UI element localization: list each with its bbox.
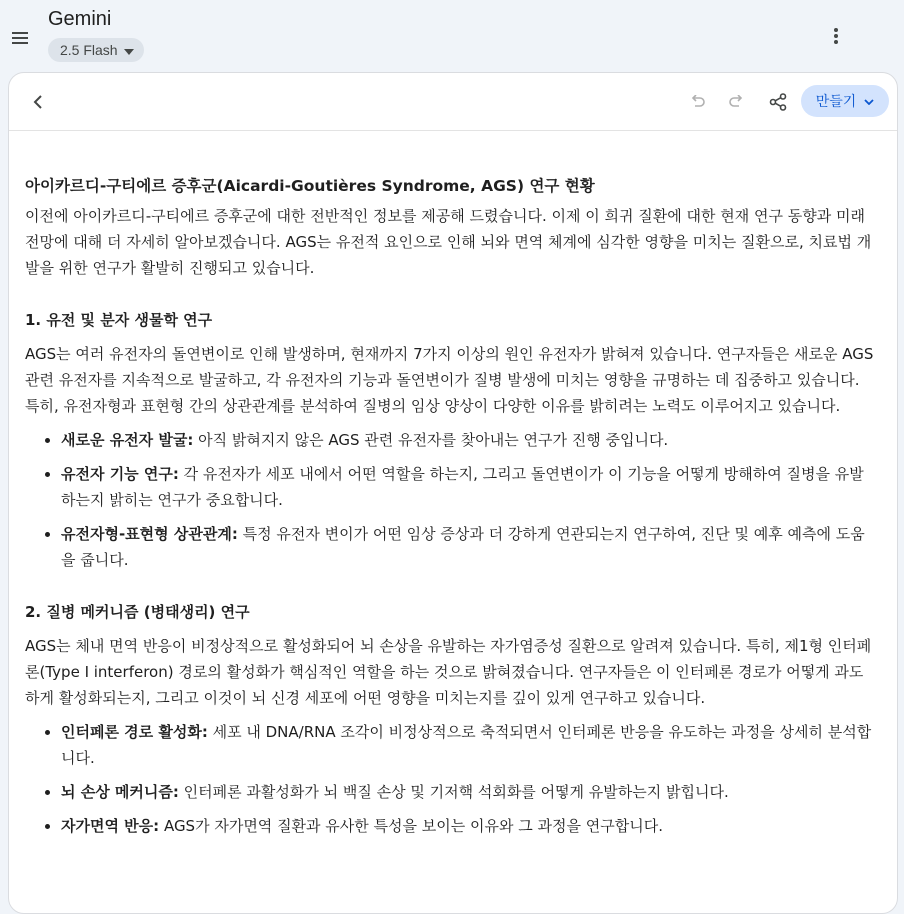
redo-icon[interactable] [723, 89, 749, 115]
bullet-text: 각 유전자가 세포 내에서 어떤 역할을 하는지, 그리고 돌연변이가 이 기능을 어떻게 방해하여 질병을 유발하는지 밝히는 연구가 중요합니다. [61, 465, 864, 509]
list-item [61, 779, 875, 805]
section-paragraph: AGS는 여러 유전자의 돌연변이로 인해 발생하며, 현재까지 7가지 이상의 원인 유전자가 밝혀져 있습니다. 연구자들은 새로운 AGS 관련 유전자를 지속적으로 발굴하고, 각 유전자의 기능과 돌연변이가 질병 발생에 미치는 영향을 규명하는 데 집중하고 있습니다. 특히, 유전자형과 표현형 간의 상관관계를 분석하여 질병의 임상 양상이 다양한 이유를 밝히려는 노력도 이루어지고 있습니다. [25, 345, 874, 415]
top-bar [0, 0, 904, 72]
menu-icon[interactable] [6, 24, 34, 52]
bullet-term: 뇌 손상 메커니즘: [61, 783, 179, 801]
create-button[interactable] [801, 85, 889, 117]
caret-down-icon [124, 42, 134, 58]
chevron-down-icon [864, 93, 874, 109]
section-paragraph: AGS는 체내 면역 반응이 비정상적으로 활성화되어 뇌 손상을 유발하는 자가염증성 질환으로 알려져 있습니다. 특히, 제1형 인터페론(Type I interferon) 경로의 활성화가 핵심적인 역할을 하는 것으로 밝혀졌습니다. 연구자들은 이 인터페론 경로가 어떻게 과도하게 활성화되는지, 그리고 이것이 뇌 신경 세포에 어떤 영향을 미치는지를 깊이 있게 연구하고 있습니다. [25, 637, 872, 707]
bullet-term: 유전자형-표현형 상관관계: [61, 525, 238, 543]
model-label: 2.5 Flash [60, 42, 118, 58]
document-body [25, 173, 875, 847]
bullet-term: 새로운 유전자 발굴: [61, 431, 194, 449]
bullet-text: 특정 유전자 변이가 어떤 임상 증상과 더 강하게 연관되는지 연구하여, 진단 및 예후 예측에 도움을 줍니다. [61, 525, 865, 569]
bullet-text: 아직 밝혀지지 않은 AGS 관련 유전자를 찾아내는 연구가 진행 중입니다. [193, 431, 669, 449]
document-title: 아이카르디-구티에르 증후군(Aicardi-Goutières Syndrome, AGS) 연구 현황 [25, 177, 595, 195]
bullet-list [25, 427, 875, 573]
list-item [61, 427, 875, 453]
bullet-term: 인터페론 경로 활성화: [61, 723, 208, 741]
bullet-text: AGS가 자가면역 질환과 유사한 특성을 보이는 이유와 그 과정을 연구합니다. [159, 817, 663, 835]
list-item [61, 521, 875, 573]
bullet-list [25, 719, 875, 839]
bullet-term: 유전자 기능 연구: [61, 465, 179, 483]
create-label: 만들기 [815, 94, 857, 110]
intro-paragraph: 이전에 아이카르디-구티에르 증후군에 대한 전반적인 정보를 제공해 드렸습니다. 이제 이 희귀 질환에 대한 현재 연구 동향과 미래 전망에 대해 더 자세히 알아보겠습니다. AGS는 유전적 요인으로 인해 뇌와 면역 체계에 심각한 영향을 미치는 질환으로, 치료법 개발을 위한 연구가 활발히 진행되고 있습니다. [25, 207, 872, 277]
list-item [61, 813, 875, 839]
bullet-term: 자가면역 반응: [61, 817, 160, 835]
bullet-text: 인터페론 과활성화가 뇌 백질 손상 및 기저핵 석회화를 어떻게 유발하는지 밝힙니다. [178, 783, 729, 801]
section-heading: 2. 질병 메커니즘 (병태생리) 연구 [25, 603, 250, 621]
list-item [61, 719, 875, 771]
bullet-text: 세포 내 DNA/RNA 조각이 비정상적으로 축적되면서 인터페론 반응을 유도하는 과정을 상세히 분석합니다. [61, 723, 872, 767]
model-selector[interactable] [48, 38, 144, 62]
section-heading: 1. 유전 및 분자 생물학 연구 [25, 311, 213, 329]
list-item [61, 461, 875, 513]
document-panel [8, 72, 898, 914]
panel-toolbar [9, 73, 897, 131]
undo-icon[interactable] [685, 89, 711, 115]
more-vert-icon[interactable] [822, 22, 850, 50]
share-icon[interactable] [765, 89, 791, 115]
app-title: Gemini [48, 8, 112, 30]
back-icon[interactable] [25, 89, 51, 115]
